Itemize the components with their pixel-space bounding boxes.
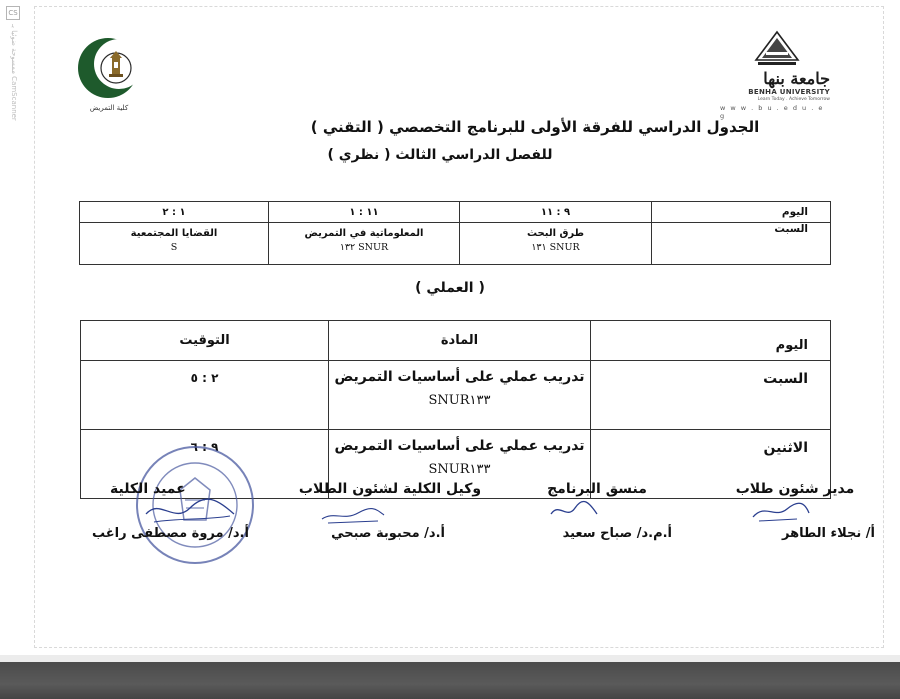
course-code: S: [170, 242, 178, 253]
course-name: القضايا المجتمعية: [130, 228, 218, 239]
camscanner-watermark: ممسوحة ضوئيا بـ CamScanner: [10, 24, 18, 121]
course-name: طرق البحث: [526, 228, 585, 239]
handwritten-signature-icon: [545, 498, 605, 522]
subject-name: تدريب عملي على أساسيات التمريض: [334, 369, 585, 385]
theory-header-day: اليوم: [652, 202, 831, 223]
theory-slot-2: ١١ : ١: [269, 202, 460, 223]
theory-course-cell: [269, 223, 460, 265]
table-row: [80, 223, 831, 265]
signature-role: منسق البرنامج: [547, 481, 647, 497]
signature-person: أ.د/ مروة مصطفى راغب: [92, 526, 249, 541]
document-title: الجدول الدراسي للفرقة الأولى للبرنامج التخصصي ( التقني ): [310, 118, 760, 136]
signature-person: أ.د/ محبوبة صبحي: [331, 526, 445, 541]
signature-role: وكيل الكلية لشئون الطلاب: [298, 481, 482, 497]
faculty-logo-caption: كلية التمريض: [89, 104, 129, 112]
university-website: w w w . b u . e d u . e g: [720, 104, 824, 120]
practical-header-subject: المادة: [329, 321, 591, 361]
scanner-bottom-bar: [0, 662, 900, 699]
theory-row-day: السبت: [652, 223, 831, 265]
faculty-logo: [70, 34, 148, 122]
subject-code: SNUR١٣٣: [428, 393, 491, 408]
handwritten-signature-icon: [745, 499, 815, 525]
signature-person: أ/ نجلاء الطاهر: [781, 526, 875, 541]
signature-program-coordinator: [502, 481, 692, 541]
practical-row-day: الاثنين: [591, 430, 831, 499]
theory-timetable: [79, 201, 831, 265]
university-emblem-icon: [754, 30, 800, 68]
handwritten-signature-icon: [140, 496, 240, 528]
theory-header-row: [80, 202, 831, 223]
university-logo: [720, 30, 830, 120]
practical-row-day: السبت: [591, 361, 831, 430]
signature-role: مدير شئون طلاب: [735, 481, 855, 497]
practical-subject-cell: [329, 361, 591, 430]
theory-course-cell: [460, 223, 652, 265]
signature-vice-dean: [285, 481, 495, 541]
practical-header-day: اليوم: [591, 321, 831, 361]
university-name-en: BENHA UNIVERSITY: [748, 88, 830, 96]
subject-code: SNUR١٣٣: [428, 462, 491, 477]
signature-person: أ.م.د/ صباح سعيد: [562, 526, 672, 541]
signature-role: عميد الكلية: [110, 481, 186, 497]
theory-slot-3: ١ : ٢: [80, 202, 269, 223]
course-code: SNUR ١٣٢: [339, 242, 389, 253]
university-tagline: Learn Today . Achieve Tomorrow: [757, 97, 830, 102]
practical-time: ٩ : ٦: [81, 430, 329, 499]
table-row: [81, 361, 831, 430]
course-name: المعلوماتية في التمريض: [304, 228, 424, 239]
camscanner-badge: CS: [6, 6, 20, 20]
subject-name: تدريب عملي على أساسيات التمريض: [334, 438, 585, 454]
practical-section-title: ( العملي ): [415, 280, 485, 296]
signature-student-affairs-manager: [715, 481, 875, 541]
course-code: SNUR ١٣١: [531, 242, 580, 253]
theory-course-cell: [80, 223, 269, 265]
practical-time: ٢ : ٥: [81, 361, 329, 430]
faculty-crescent-emblem-icon: [70, 34, 148, 104]
signature-dean: [90, 481, 280, 541]
practical-header-time: التوقيت: [81, 321, 329, 361]
practical-header-row: [81, 321, 831, 361]
university-name-ar: جامعة بنها: [763, 69, 830, 88]
document-subtitle: للفصل الدراسي الثالث ( نظري ): [327, 147, 553, 163]
theory-slot-1: ٩ : ١١: [460, 202, 652, 223]
handwritten-signature-icon: [318, 503, 388, 525]
